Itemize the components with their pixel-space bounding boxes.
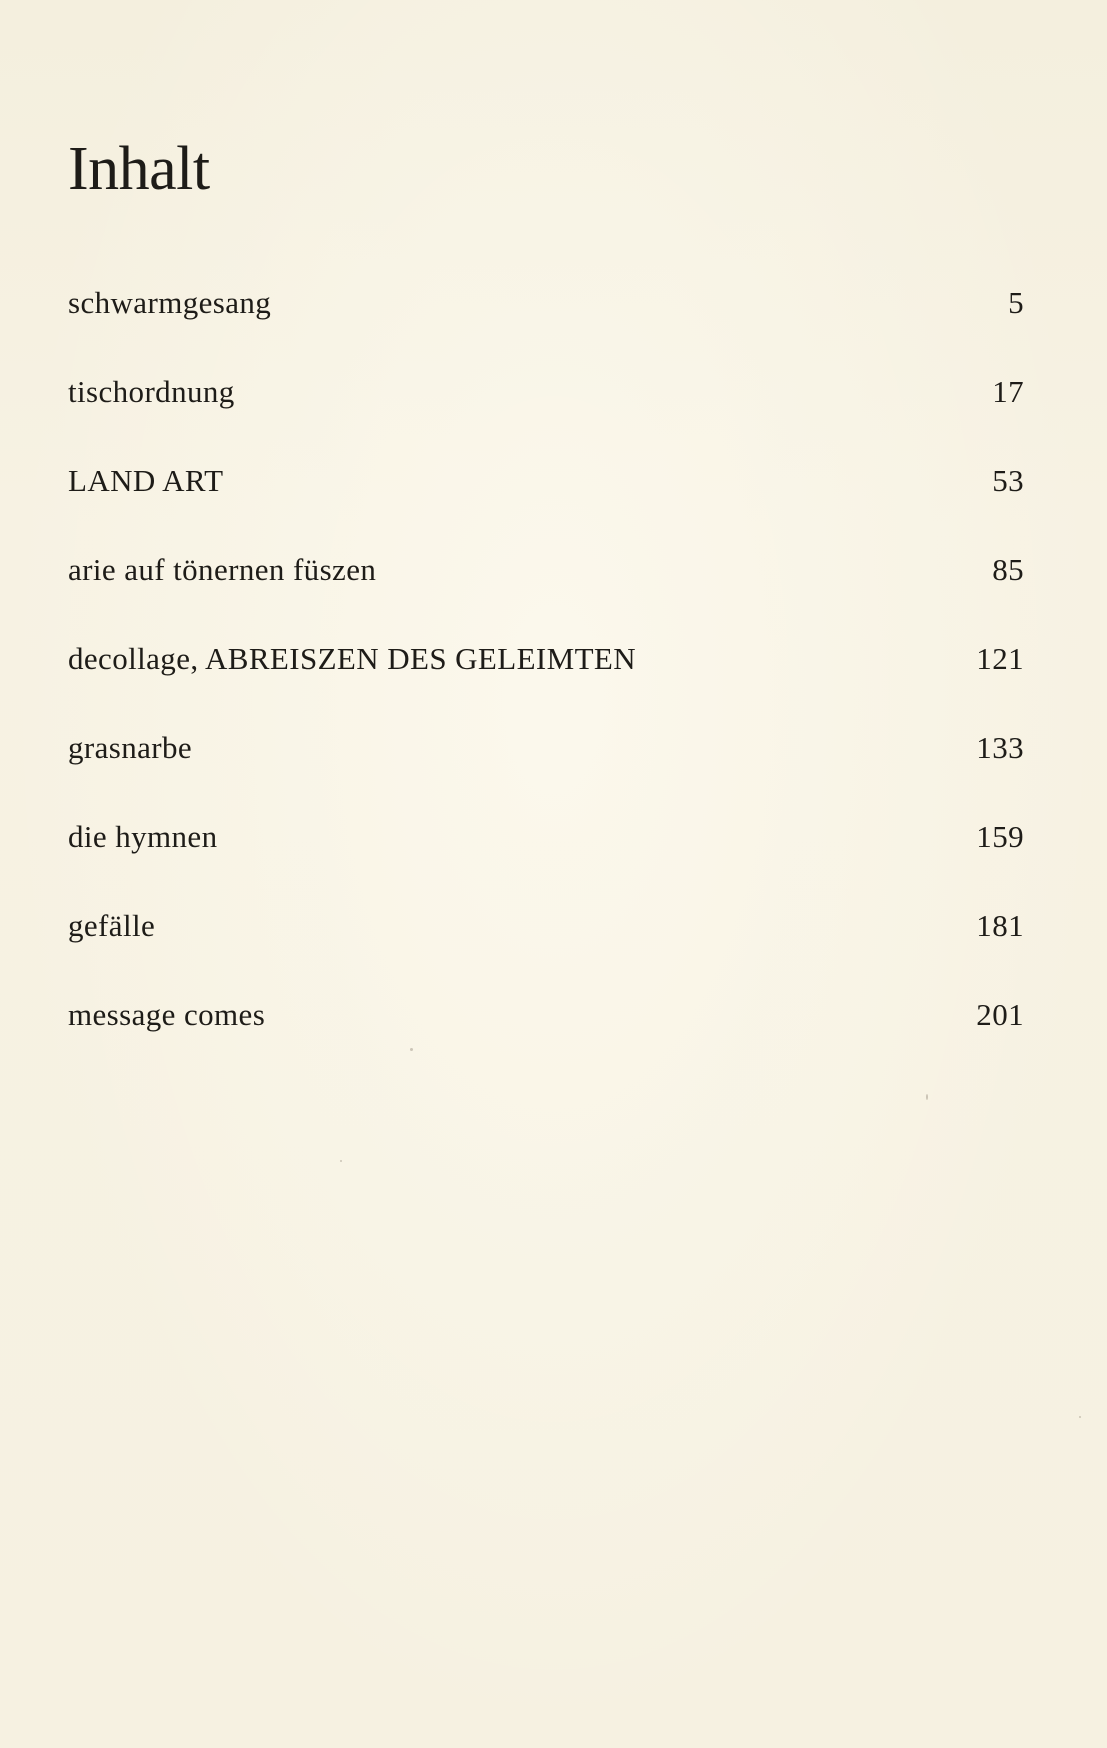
toc-entry (68, 285, 1024, 374)
entry-page-number: 121 (976, 641, 1024, 676)
entry-page-number: 201 (976, 997, 1024, 1032)
entry-title: decollage, ABREISZEN DES GELEIMTEN (68, 641, 637, 676)
entry-title: schwarmgesang (68, 285, 272, 320)
paper-speck (410, 1048, 413, 1051)
entry-title: gefälle (68, 908, 156, 943)
toc-entry (68, 730, 1024, 819)
paper-speck (1079, 1416, 1081, 1418)
page-title: Inhalt (68, 135, 210, 203)
entry-title: tischordnung (68, 374, 235, 409)
toc-entry (68, 463, 1024, 552)
entry-page-number: 53 (992, 463, 1024, 498)
toc-entry (68, 374, 1024, 463)
toc-entry (68, 908, 1024, 997)
table-of-contents (68, 285, 1024, 1086)
entry-title: message comes (68, 997, 266, 1032)
toc-entry (68, 641, 1024, 730)
entry-page-number: 133 (976, 730, 1024, 765)
entry-title: arie auf tönernen füszen (68, 552, 377, 587)
paper-speck (926, 1094, 928, 1100)
entry-page-number: 159 (976, 819, 1024, 854)
toc-entry (68, 819, 1024, 908)
entry-title: grasnarbe (68, 730, 193, 765)
paper-speck (340, 1160, 342, 1162)
entry-title: LAND ART (68, 463, 224, 498)
entry-page-number: 181 (976, 908, 1024, 943)
entry-page-number: 85 (992, 552, 1024, 587)
toc-entry (68, 997, 1024, 1086)
entry-page-number: 5 (1008, 285, 1024, 320)
entry-title: die hymnen (68, 819, 218, 854)
entry-page-number: 17 (992, 374, 1024, 409)
toc-entry (68, 552, 1024, 641)
